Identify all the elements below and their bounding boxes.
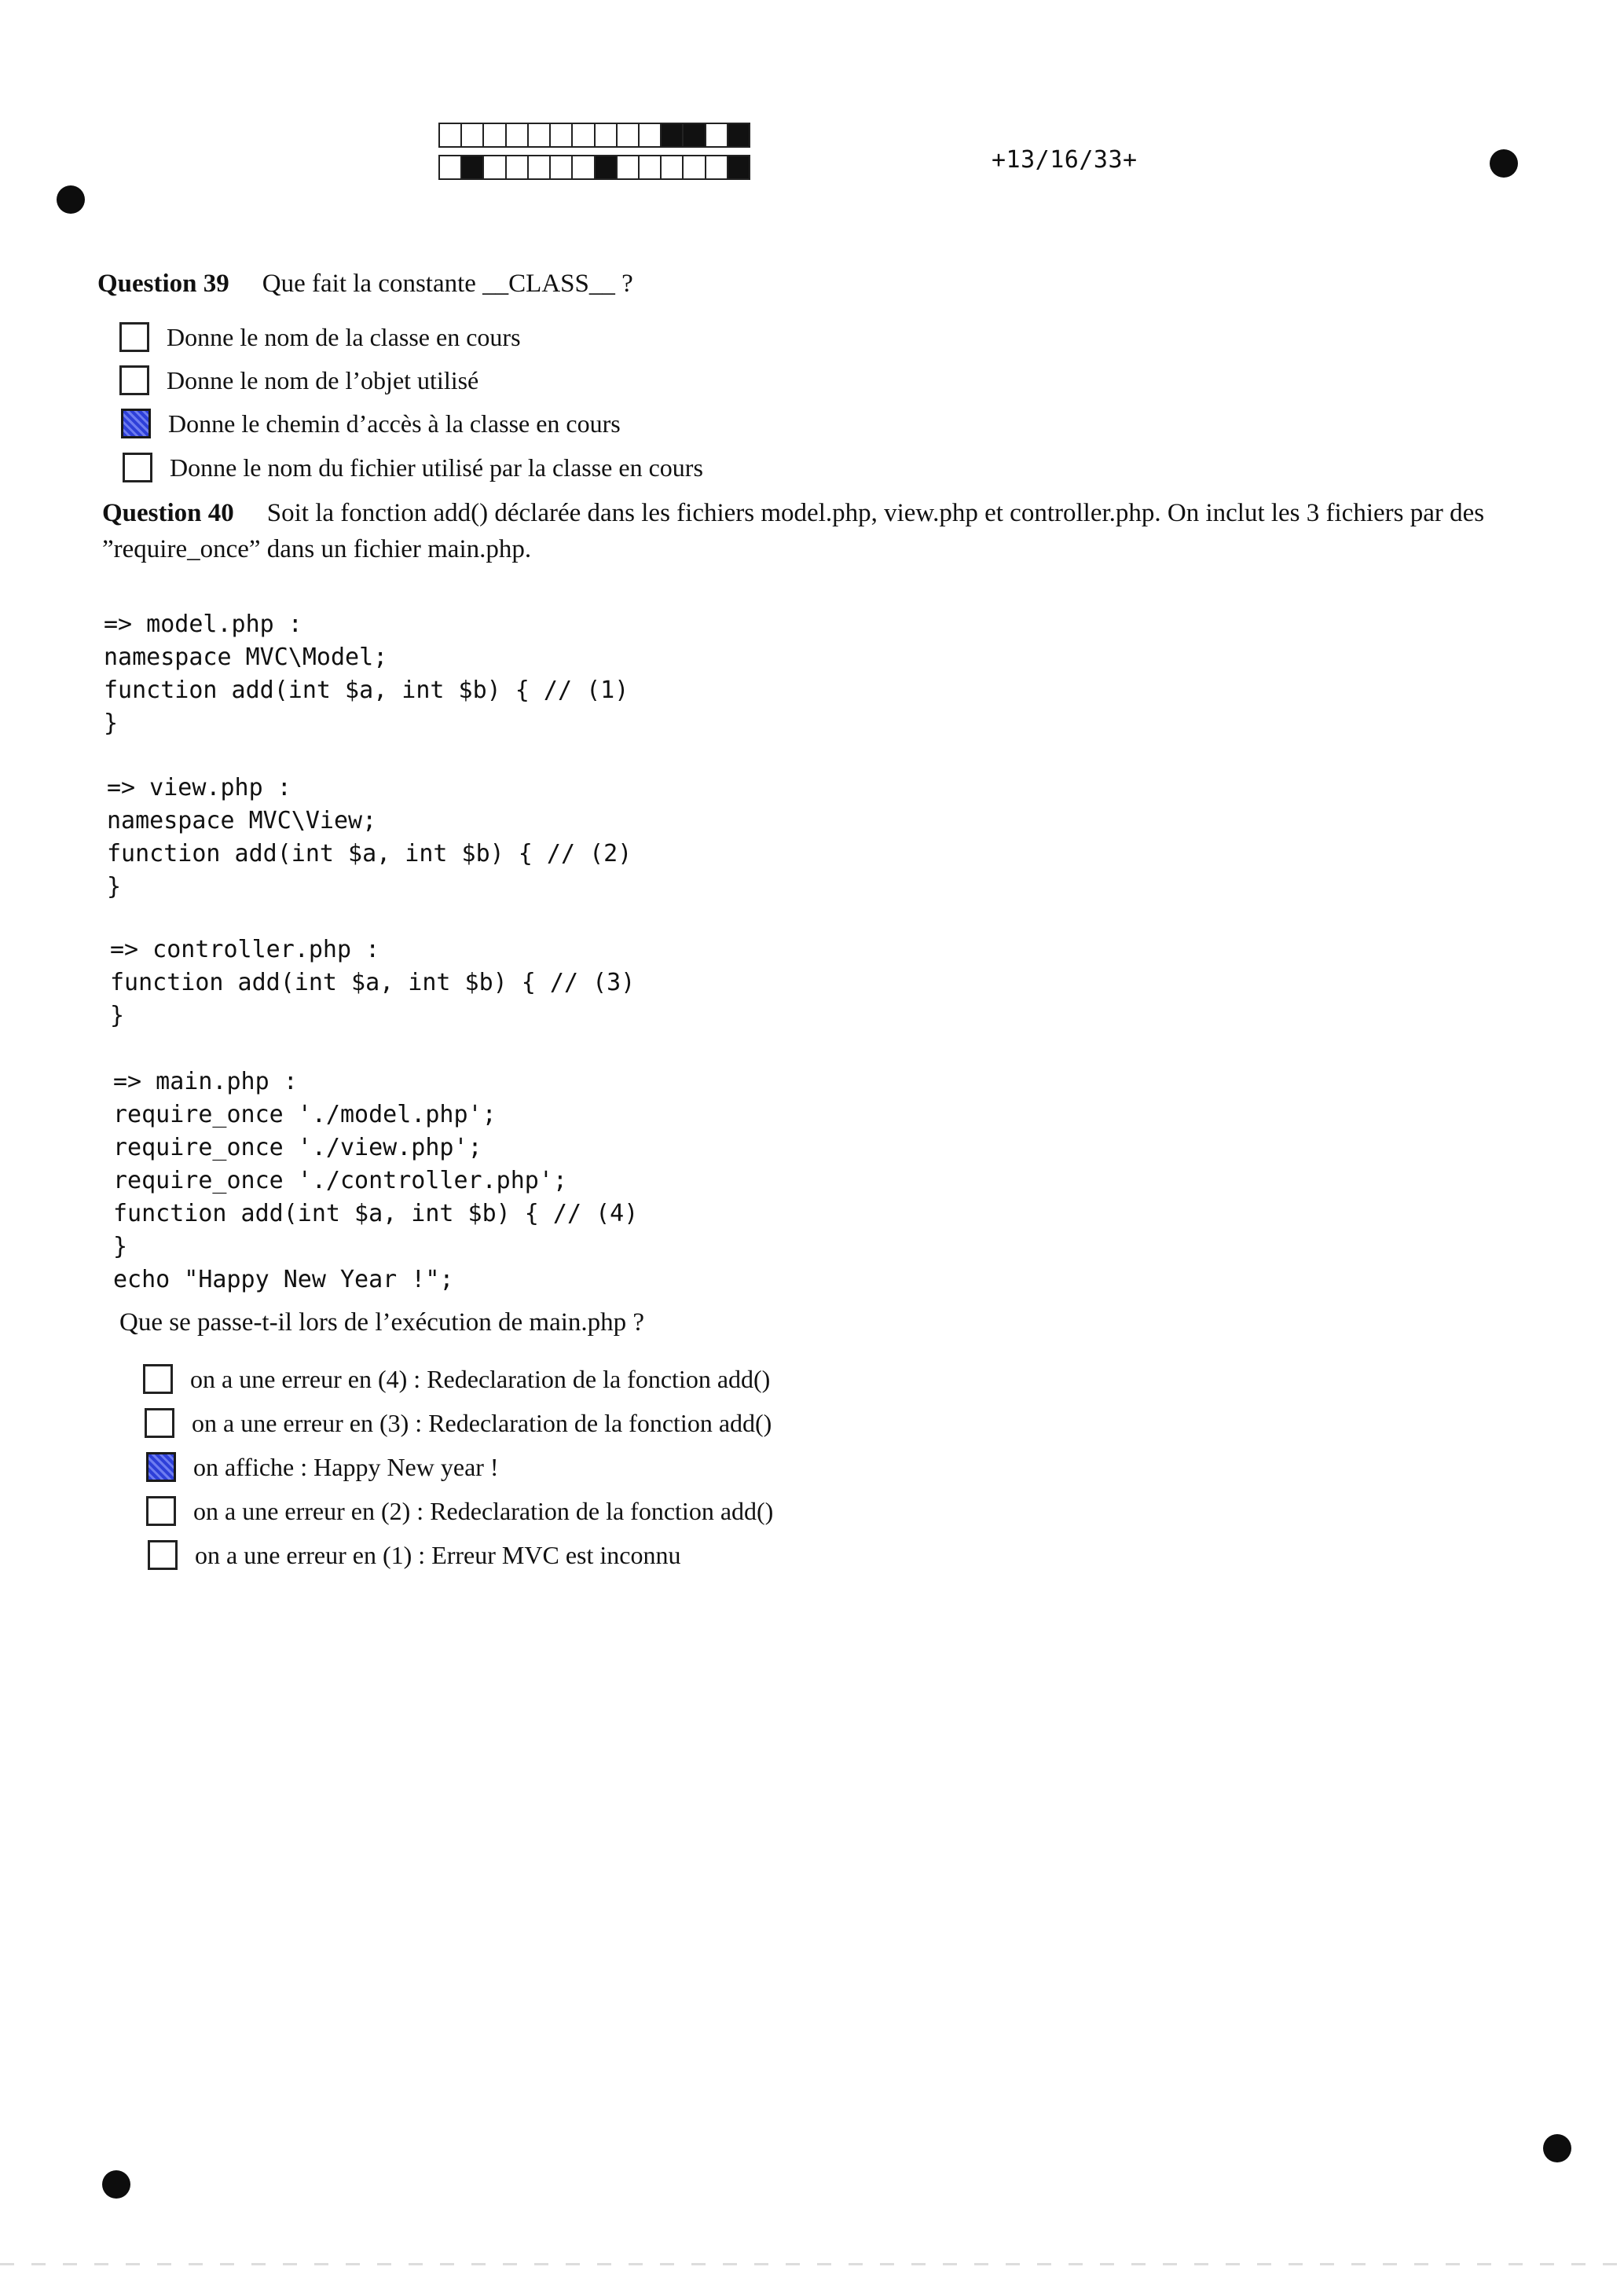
q39-choice-2-label: Donne le nom de l’objet utilisé <box>167 365 479 394</box>
registration-mark-top-right <box>1490 149 1518 178</box>
q39-choice-3[interactable] <box>121 409 621 438</box>
page-id: +13/16/33+ <box>992 146 1138 174</box>
q40-choice-3-label: on affiche : Happy New year ! <box>193 1452 499 1481</box>
id-grid-row-2 <box>440 155 750 180</box>
id-cell <box>660 155 684 180</box>
id-cell <box>527 123 551 148</box>
id-cell <box>616 155 640 180</box>
id-cell <box>705 123 728 148</box>
id-grid-row-1 <box>440 123 750 148</box>
question-39-label: Question 39 <box>97 270 229 298</box>
q39-checkbox-3-checked[interactable] <box>121 409 151 438</box>
code-view: => view.php : namespace MVC\View; function add(int $a, int $b) { // (2) } <box>107 774 632 900</box>
q40-checkbox-2[interactable] <box>145 1408 174 1438</box>
id-cell <box>638 155 662 180</box>
q40-choice-5[interactable] <box>148 1540 680 1570</box>
q40-choice-4[interactable] <box>146 1496 773 1526</box>
id-cell <box>460 155 484 180</box>
q40-checkbox-4[interactable] <box>146 1496 176 1526</box>
q40-choice-3[interactable] <box>146 1452 499 1482</box>
id-cell <box>682 123 706 148</box>
q39-checkbox-1[interactable] <box>119 322 149 352</box>
q40-choice-4-label: on a une erreur en (2) : Redeclaration de la fonction add() <box>193 1496 774 1525</box>
q39-choice-4[interactable] <box>123 453 703 482</box>
id-cell <box>549 123 573 148</box>
q39-choice-2[interactable] <box>119 365 478 395</box>
q39-checkbox-4[interactable] <box>123 453 152 482</box>
question-40 <box>102 495 1501 567</box>
code-model: => model.php : namespace MVC\Model; function add(int $a, int $b) { // (1) } <box>104 611 629 737</box>
id-cell <box>482 123 506 148</box>
q39-choice-1[interactable] <box>119 322 521 352</box>
question-39-text: Que fait la constante __CLASS__ ? <box>262 270 633 298</box>
q40-choice-1[interactable] <box>143 1364 770 1394</box>
question-39 <box>97 266 633 302</box>
id-cell <box>594 155 618 180</box>
id-cell <box>660 123 684 148</box>
q39-choice-3-label: Donne le chemin d’accès à la classe en cours <box>168 409 621 438</box>
registration-mark-top-left <box>57 185 85 214</box>
question-40-label: Question 40 <box>102 499 234 527</box>
registration-mark-bottom-left <box>102 2170 130 2199</box>
id-cell <box>727 155 750 180</box>
q39-choice-1-label: Donne le nom de la classe en cours <box>167 322 521 351</box>
q40-choice-2-label: on a une erreur en (3) : Redeclaration de la fonction add() <box>192 1408 772 1437</box>
id-cell <box>705 155 728 180</box>
id-cell <box>438 155 462 180</box>
id-cell <box>571 123 595 148</box>
id-cell <box>638 123 662 148</box>
id-cell <box>482 155 506 180</box>
q40-checkbox-5[interactable] <box>148 1540 178 1570</box>
registration-mark-bottom-right <box>1543 2134 1571 2162</box>
q40-choice-5-label: on a une erreur en (1) : Erreur MVC est inconnu <box>195 1540 681 1569</box>
id-cell <box>727 123 750 148</box>
scan-edge-artifact <box>0 2263 1624 2265</box>
id-cell <box>682 155 706 180</box>
q39-choice-4-label: Donne le nom du fichier utilisé par la classe en cours <box>170 453 703 482</box>
q40-checkbox-3-checked[interactable] <box>146 1452 176 1482</box>
id-cell <box>527 155 551 180</box>
id-cell <box>549 155 573 180</box>
q39-checkbox-2[interactable] <box>119 365 149 395</box>
id-cell <box>438 123 462 148</box>
code-main: => main.php : require_once './model.php'; require_once './view.php'; require_once './controller.php'; function add(int $a, int $b) { // (4) } echo "Happy New Year !"; <box>113 1068 639 1293</box>
code-controller: => controller.php : function add(int $a, int $b) { // (3) } <box>110 936 636 1029</box>
id-cell <box>505 155 529 180</box>
id-cell <box>460 123 484 148</box>
question-40-text: Soit la fonction add() déclarée dans les fichiers model.php, view.php et controller.php. On inclut les 3 fichiers par des ”require_once” dans un fichier main.php. <box>102 499 1485 564</box>
question-40-prompt: Que se passe-t-il lors de l’exécution de main.php ? <box>119 1308 645 1337</box>
q40-choice-1-label: on a une erreur en (4) : Redeclaration de la fonction add() <box>190 1364 771 1393</box>
q40-choice-2[interactable] <box>145 1408 772 1438</box>
id-cell <box>594 123 618 148</box>
id-cell <box>616 123 640 148</box>
id-cell <box>505 123 529 148</box>
q40-checkbox-1[interactable] <box>143 1364 173 1394</box>
id-cell <box>571 155 595 180</box>
